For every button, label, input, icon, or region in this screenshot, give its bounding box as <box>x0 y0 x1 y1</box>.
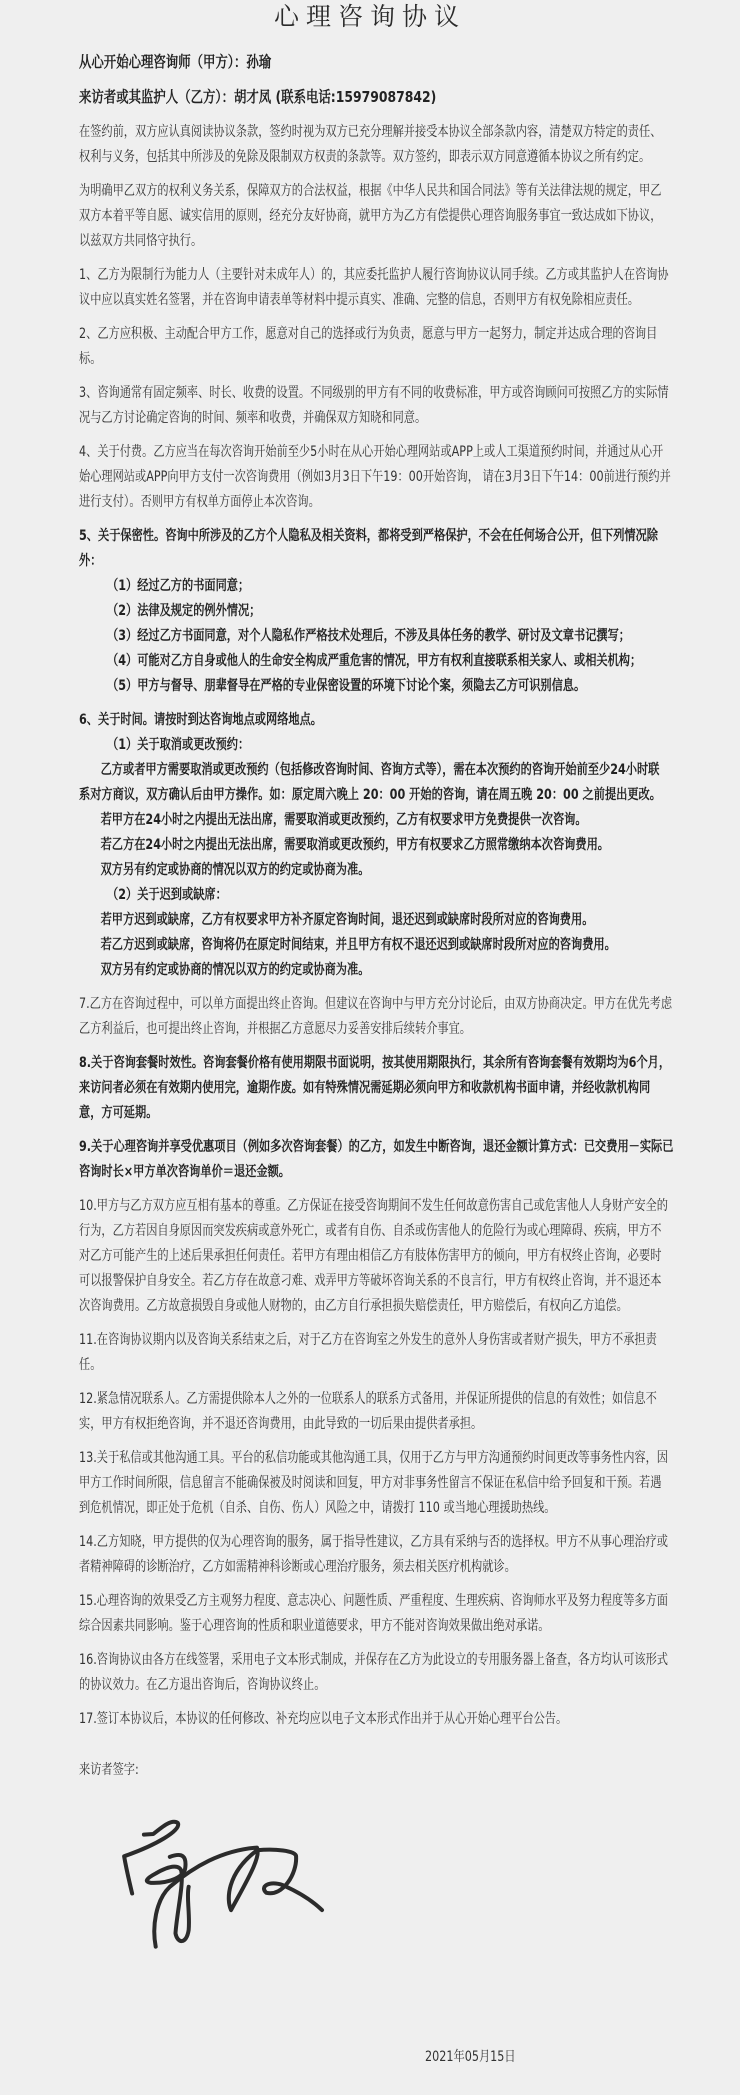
text-line: 17.签订本协议后，本协议的任何修改、补充均应以电子文本形式作出并于从心开始心理平台公告。 <box>79 1711 568 1727</box>
clause-title: 6、关于时间。请按时到达咨询地点或网络地点。 <box>79 712 322 728</box>
text-line: 3、咨询通常有固定频率、时长、收费的设置。不同级别的甲方有不同的收费标准，甲方或咨询顾问可按照乙方的实际情 <box>79 385 669 401</box>
rule-line: 双方另有约定或协商的情况以双方的约定或协商为准。 <box>100 862 370 878</box>
subsection-heading: （1）关于取消或更改预约： <box>107 737 250 753</box>
rule-line: 若乙方在24小时之内提出无法出席，需要取消或更改预约，甲方有权要求乙方照常缴纳本次咨询费用。 <box>100 837 609 853</box>
text-line: 意，方可延期。 <box>79 1105 158 1121</box>
text-line: 11.在咨询协议期内以及咨询关系结束之后，对于乙方在咨询室之外发生的意外人身伤害或者财产损失，甲方不承担责 <box>79 1332 657 1348</box>
clause-paragraph <box>79 1446 669 1521</box>
text-line: 咨询时长×甲方单次咨询单价＝退还金额。 <box>79 1164 290 1180</box>
rule-line: 双方另有约定或协商的情况以双方的约定或协商为准。 <box>100 962 370 978</box>
text-line: 为明确甲乙双方的权利义务关系，保障双方的合法权益，根据《中华人民共和国合同法》等有关法律法规的规定，甲乙 <box>79 183 662 199</box>
text-line: 甲方工作时间所限，信息留言不能确保被及时阅读和回复，甲方对非事务性留言不保证在私信中给予回复和干预。若遇 <box>79 1475 662 1491</box>
rule-line: 系对方商议，双方确认后由甲方操作。如：原定周六晚上 20：00 开始的咨询，请在周五晚 20：00 之前提出更改。 <box>79 787 661 803</box>
clause-paragraph <box>79 1648 669 1698</box>
handwritten-signature <box>118 1817 330 1950</box>
text-line: 1、乙方为限制行为能力人（主要针对未成年人）的，其应委托监护人履行咨询协议认同手续。乙方或其监护人在咨询协 <box>79 267 669 283</box>
text-line: 2、乙方应积极、主动配合甲方工作，愿意对自己的选择或行为负责，愿意与甲方一起努力，制定并达成合理的咨询目 <box>79 326 658 342</box>
rule-line: 若乙方迟到或缺席，咨询将仍在原定时间结束，并且甲方有权不退还迟到或缺席时段所对应的咨询费用。 <box>100 937 616 953</box>
exception-item: （5）甲方与督导、朋辈督导在严格的专业保密设置的环境下讨论个案，须隐去乙方可识别信息。 <box>107 678 586 694</box>
text-line: 13.关于私信或其他沟通工具。平台的私信功能或其他沟通工具，仅用于乙方与甲方沟通预约时间更改等事务性内容，因 <box>79 1450 669 1466</box>
document-title: 心理咨询协议 <box>273 2 466 31</box>
text-line: 14.乙方知晓，甲方提供的仅为心理咨询的服务，属于指导性建议，乙方具有采纳与否的选择权。甲方不从事心理治疗或 <box>79 1534 669 1550</box>
clause-paragraph <box>79 1328 656 1378</box>
text-line: 双方本着平等自愿、诚实信用的原则，经充分友好协商，就甲方为乙方有偿提供心理咨询服务事宜一致达成如下协议， <box>79 208 662 224</box>
clauses-1-4 <box>79 263 671 515</box>
exception-item: （1）经过乙方的书面同意； <box>107 578 250 594</box>
rule-line: 若甲方迟到或缺席，乙方有权要求甲方补齐原定咨询时间，退还迟到或缺席时段所对应的咨询费用。 <box>100 912 594 928</box>
text-line: 议中应以真实姓名签署，并在咨询申请表单等材料中提示真实、准确、完整的信息，否则甲方有权免除相应责任。 <box>79 292 639 308</box>
text-line: 以兹双方共同恪守执行。 <box>79 233 203 249</box>
text-line: 16.咨询协议由各方在线签署，采用电子文本形式制成，并保存在乙方为此设立的专用服务器上备查，各方均认可该形式 <box>79 1652 669 1668</box>
exception-item: （4）可能对乙方自身或他人的生命安全构成严重危害的情况，甲方有权利直接联系相关家人、或相关机构； <box>107 653 642 669</box>
clause-paragraph <box>79 1707 656 1732</box>
text-line: 行为，乙方若因自身原因而突发疾病或意外死亡，或者有自伤、自杀或伤害他人的危险行为或心理障碍、疾病，甲方不 <box>79 1223 662 1239</box>
clause-paragraph <box>79 381 669 431</box>
clause-paragraph <box>79 1051 671 1126</box>
text-line: 者精神障碍的诊断治疗，乙方如需精神科诊断或心理治疗服务，须去相关医疗机构就诊。 <box>79 1559 516 1575</box>
clause-paragraph <box>79 1194 669 1319</box>
text-line: 实，甲方有权拒绝咨询，并不退还咨询费用，由此导致的一切后果由提供者承担。 <box>79 1416 483 1432</box>
text-line: 可以报警保护自身安全。若乙方存在故意刁难、戏弄甲方等破坏咨询关系的不良言行，甲方有权终止咨询，并不退还本 <box>79 1273 662 1289</box>
text-line: 任。 <box>79 1357 102 1373</box>
text-line: 乙方利益后，也可提出终止咨询，并根据乙方意愿尽力妥善安排后续转介事宜。 <box>79 1021 471 1037</box>
text-line: 综合因素共同影响。鉴于心理咨询的性质和职业道德要求，甲方不能对咨询效果做出绝对承诺。 <box>79 1618 550 1634</box>
exception-item: （2）法律及规定的例外情况； <box>107 603 261 619</box>
party-b: 来访者或其监护人（乙方）：胡才凤 (联系电话:15979087842) <box>79 88 437 106</box>
text-line: 来访问者必须在有效期内使用完，逾期作废。如有特殊情况需延期必须向甲方和收款机构书面申请，并经收款机构同 <box>79 1080 651 1096</box>
text-line: 外： <box>79 553 102 569</box>
text-line: 况与乙方讨论确定咨询的时间、频率和收费，并确保双方知晓和同意。 <box>79 410 427 426</box>
clause-paragraph <box>79 440 671 515</box>
text-line: 始心理网站或APP向甲方支付一次咨询费用（例如3月3日下午19：00开始咨询， 请在3月3日下午14：00前进行预约并 <box>79 469 671 485</box>
exception-item: （3）经过乙方书面同意，对个人隐私作严格技术处理后，不涉及具体任务的教学、研讨及文章书记撰写； <box>107 628 630 644</box>
text-line: 7.乙方在咨询过程中，可以单方面提出终止咨询。但建议在咨询中与甲方充分讨论后，由双方协商决定。甲方在优先考虑 <box>79 996 673 1012</box>
text-line: 次咨询费用。乙方故意损毁自身或他人财物的，由乙方自行承担损失赔偿责任，甲方赔偿后，有权向乙方追偿。 <box>79 1298 628 1314</box>
clause-paragraph <box>79 179 662 254</box>
text-line: 对乙方可能产生的上述后果承担任何责任。若甲方有理由相信乙方有肢体伤害甲方的倾向，甲方有权终止咨询，必要时 <box>79 1248 662 1264</box>
subsection-heading: （2）关于迟到或缺席： <box>107 887 227 903</box>
clause-paragraph <box>79 1135 674 1185</box>
clause-paragraph <box>79 1387 656 1437</box>
clause-paragraph <box>79 322 656 372</box>
signing-date: 2021年05月15日 <box>425 2049 516 2065</box>
text-line: 到危机情况，即正处于危机（自杀、自伤、伤人）风险之中，请拨打 110 或当地心理援助热线。 <box>79 1500 556 1516</box>
clause-paragraph <box>79 992 673 1042</box>
text-line: 权利与义务，包括其中所涉及的免除及限制双方权责的条款等。双方签约，即表示双方同意遵循本协议之所有约定。 <box>79 149 651 165</box>
clauses-7-17 <box>79 992 674 1732</box>
text-line: 10.甲方与乙方双方应互相有基本的尊重。乙方保证在接受咨询期间不发生任何故意伤害自己或危害他人人身财产安全的 <box>79 1198 669 1214</box>
text-line: 9.关于心理咨询并享受优惠项目（例如多次咨询套餐）的乙方，如发生中断咨询，退还金额计算方式：已交费用－实际已 <box>79 1139 674 1155</box>
clause-confidentiality <box>79 524 656 699</box>
text-line: 8.关于咨询套餐时效性。咨询套餐价格有使用期限书面说明，按其使用期限执行，其余所有咨询套餐有效期均为6个月， <box>79 1055 671 1071</box>
text-line: 15.心理咨询的效果受乙方主观努力程度、意志决心、问题性质、严重程度、生理疾病、咨询师水平及努力程度等多方面 <box>79 1593 669 1609</box>
clause-paragraph <box>79 263 669 313</box>
text-line: 进行支付）。否则甲方有权单方面停止本次咨询。 <box>79 494 320 510</box>
clause-paragraph <box>79 120 662 170</box>
agreement-body <box>79 50 674 1741</box>
signature-label: 来访者签字: <box>79 1762 139 1778</box>
rule-line: 若甲方在24小时之内提出无法出席，需要取消或更改预约，乙方有权要求甲方免费提供一次咨询。 <box>100 812 587 828</box>
text-line: 在签约前，双方应认真阅读协议条款，签约时视为双方已充分理解并接受本协议全部条款内容，清楚双方特定的责任、 <box>79 124 662 140</box>
party-a: 从心开始心理咨询师（甲方）：孙瑜 <box>79 53 272 71</box>
clause-time <box>79 708 661 983</box>
text-line: 标。 <box>79 351 102 367</box>
rule-line: 乙方或者甲方需要取消或更改预约（包括修改咨询时间、咨询方式等），需在本次预约的咨询开始前至少24小时联 <box>100 762 660 778</box>
text-line: 12.紧急情况联系人。乙方需提供除本人之外的一位联系人的联系方式备用，并保证所提供的信息的有效性；如信息不 <box>79 1391 657 1407</box>
text-line: 的协议效力。在乙方退出咨询后，咨询协议终止。 <box>79 1677 326 1693</box>
text-line: 4、关于付费。乙方应当在每次咨询开始前至少5小时在从心开始心理网站或APP上或人工渠道预约时间，并通过从心开 <box>79 444 664 460</box>
clause-paragraph <box>79 1589 669 1639</box>
intro-section <box>79 120 662 254</box>
text-line: 5、关于保密性。咨询中所涉及的乙方个人隐私及相关资料，都将受到严格保护，不会在任何场合公开，但下列情况除 <box>79 528 658 544</box>
clause-paragraph <box>79 1530 669 1580</box>
